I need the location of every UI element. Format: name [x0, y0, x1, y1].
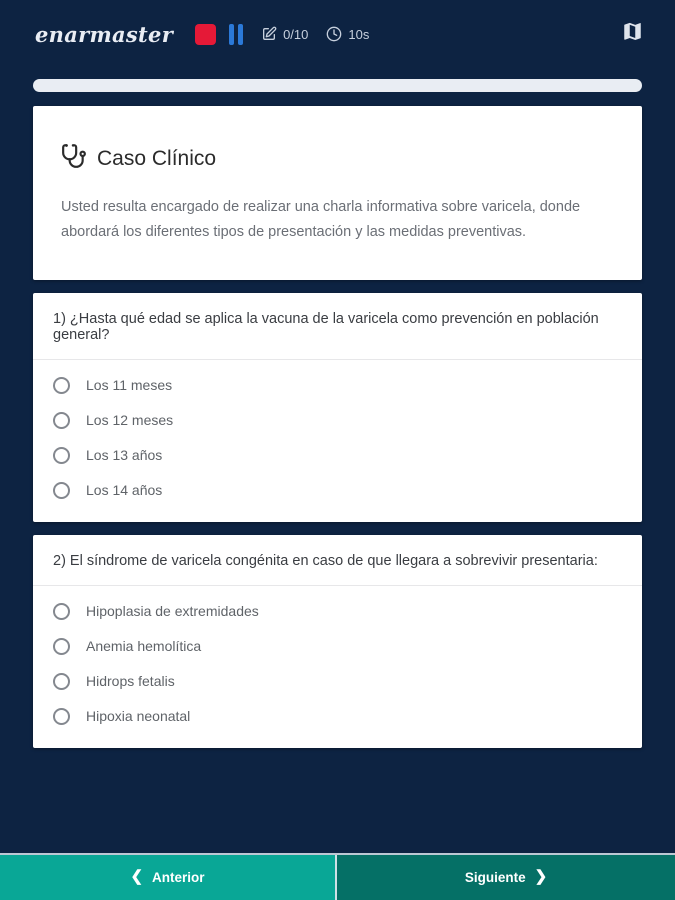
clock-icon: [326, 26, 342, 42]
option-label: Los 12 meses: [86, 412, 174, 429]
question-card-2: [33, 535, 642, 748]
question-1-option-3[interactable]: [33, 438, 642, 473]
map-icon: [620, 21, 645, 48]
radio-icon[interactable]: [53, 377, 70, 394]
question-2-prompt: 2) El síndrome de varicela congénita en caso de que llegara a sobrevivir presentaria:: [33, 535, 642, 586]
bottom-nav: [0, 853, 675, 900]
radio-icon[interactable]: [53, 708, 70, 725]
content-area: [0, 92, 675, 761]
timer: [326, 26, 369, 42]
case-title: Caso Clínico: [97, 146, 217, 170]
radio-icon[interactable]: [53, 412, 70, 429]
pause-icon: [238, 24, 243, 45]
question-1-options: [33, 360, 642, 522]
radio-icon[interactable]: [53, 603, 70, 620]
radio-icon[interactable]: [53, 673, 70, 690]
progress-section: [0, 79, 675, 92]
timer-value: 10s: [348, 26, 370, 42]
case-title-row: [61, 142, 614, 175]
stethoscope-icon: [61, 142, 87, 175]
radio-icon[interactable]: [53, 638, 70, 655]
option-label: Hipoxia neonatal: [86, 708, 191, 725]
progress-bar: [33, 79, 642, 92]
question-1-option-4[interactable]: [33, 473, 642, 508]
question-2-option-2[interactable]: [33, 629, 642, 664]
option-label: Anemia hemolítica: [86, 638, 202, 655]
next-button[interactable]: [337, 855, 675, 900]
option-label: Hipoplasia de extremidades: [86, 603, 259, 620]
next-button-label: Siguiente: [464, 870, 526, 885]
chevron-right-icon: ❯: [534, 868, 548, 885]
radio-icon[interactable]: [53, 447, 70, 464]
question-card-1: [33, 293, 642, 522]
edit-icon: [261, 26, 277, 42]
question-1-option-2[interactable]: [33, 403, 642, 438]
previous-button-label: Anterior: [152, 870, 205, 885]
question-2-option-3[interactable]: [33, 664, 642, 699]
chevron-left-icon: ❮: [130, 868, 144, 885]
option-label: Hidrops fetalis: [86, 673, 175, 690]
top-bar: [0, 0, 675, 68]
option-label: Los 13 años: [86, 447, 163, 464]
question-2-option-1[interactable]: [33, 594, 642, 629]
question-1-option-1[interactable]: [33, 368, 642, 403]
question-counter-value: 0/10: [283, 26, 309, 42]
pause-icon: [229, 24, 234, 45]
clinical-case-card: [33, 106, 642, 280]
case-description: Usted resulta encargado de realizar una charla informativa sobre varicela, donde abordará los diferentes tipos de presentación y las medidas preventivas.: [61, 199, 581, 241]
stop-button[interactable]: [195, 24, 216, 45]
map-button[interactable]: [620, 21, 645, 48]
previous-button[interactable]: [0, 855, 337, 900]
radio-icon[interactable]: [53, 482, 70, 499]
question-2-options: [33, 586, 642, 748]
pause-button[interactable]: [229, 24, 243, 45]
question-2-option-4[interactable]: [33, 699, 642, 734]
option-label: Los 14 años: [86, 482, 163, 499]
option-label: Los 11 meses: [86, 377, 173, 394]
question-counter: [261, 26, 308, 42]
app-logo: enarmaster: [35, 21, 174, 47]
question-1-prompt: 1) ¿Hasta qué edad se aplica la vacuna de la varicela como prevención en población general?: [33, 293, 642, 360]
